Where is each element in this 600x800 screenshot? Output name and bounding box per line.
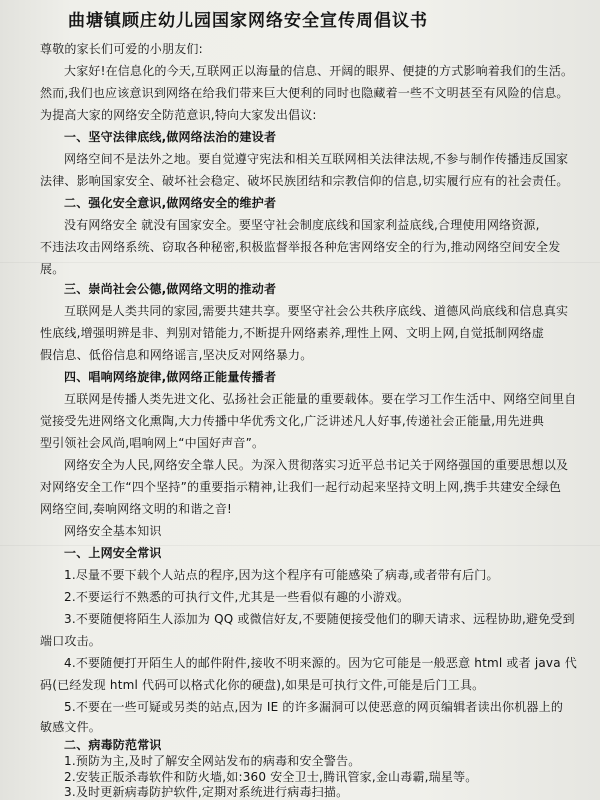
- body-line: 性底线,增强明辨是非、判别对错能力,不断提升网络素养,理性上网、文明上网,自觉抵制网络虚: [40, 326, 545, 340]
- intro-line: 为提高大家的网络安全防范意识,特向大家发出倡议:: [40, 108, 317, 122]
- knowledge-item: 敏感文件。: [40, 720, 102, 734]
- body-line: 互联网是人类共同的家园,需要共建共享。要坚守社会公共秩序底线、道德风尚底线和信息真实: [64, 304, 569, 318]
- body-line: 型引领社会风尚,唱响网上“中国好声音”。: [40, 436, 265, 450]
- section-heading: 四、唱响网络旋律,做网络正能量传播者: [64, 370, 277, 384]
- intro-line: 大家好!在信息化的今天,互联网正以海量的信息、开阔的眼界、便捷的方式影响着我们的生活。: [64, 64, 574, 78]
- body-line: 展。: [40, 262, 65, 276]
- knowledge-item: 端口攻击。: [40, 634, 102, 648]
- knowledge-item: 码(已经发现 html 代码可以格式化你的硬盘),如果是可执行文件,可能是后门工具。: [40, 678, 485, 692]
- knowledge-item: 2.不要运行不熟悉的可执行文件,尤其是一些看似有趣的小游戏。: [64, 590, 410, 604]
- document-title: 曲塘镇顾庄幼儿园国家网络安全宣传周倡议书: [68, 11, 428, 31]
- greeting: 尊敬的家长们可爱的小朋友们:: [40, 42, 203, 56]
- knowledge-item: 3.及时更新病毒防护软件,定期对系统进行病毒扫描。: [64, 785, 349, 799]
- knowledge-item: 1.预防为主,及时了解安全网站发布的病毒和安全警告。: [64, 754, 361, 768]
- closing-line: 对网络安全工作“四个坚持”的重要指示精神,让我们一起行动起来坚持文明上网,携手共建安全绿色: [40, 480, 562, 494]
- body-line: 假信息、低俗信息和网络谣言,坚决反对网络暴力。: [40, 348, 313, 362]
- body-line: 网络空间不是法外之地。要自觉遵守宪法和相关互联网相关法律法规,不参与制作传播违反国家: [64, 152, 569, 166]
- body-line: 觉接受先进网络文化熏陶,大力传播中华优秀文化,广泛讲述凡人好事,传递社会正能量,用先进典: [40, 414, 545, 428]
- body-line: 法律、影响国家安全、破坏社会稳定、破坏民族团结和宗教信仰的信息,切实履行应有的社会责任。: [40, 174, 569, 188]
- body-line: 没有网络安全 就没有国家安全。要坚守社会制度底线和国家利益底线,合理使用网络资源,: [64, 218, 540, 232]
- closing-line: 网络空间,奏响网络文明的和谐之音!: [40, 502, 233, 516]
- intro-line: 然而,我们也应该意识到网络在给我们带来巨大便利的同时也隐藏着一些不文明甚至有风险的信息。: [40, 86, 569, 100]
- section-heading: 二、强化安全意识,做网络安全的维护者: [64, 196, 277, 210]
- knowledge-heading: 一、上网安全常识: [64, 546, 162, 560]
- closing-line: 网络安全为人民,网络安全靠人民。为深入贯彻落实习近平总书记关于网络强国的重要思想以及: [64, 458, 569, 472]
- paper-fold-line: [0, 262, 600, 263]
- knowledge-item: 2.安装正版杀毒软件和防火墙,如:360 安全卫士,腾讯管家,金山毒霸,瑞星等。: [64, 770, 478, 784]
- section-heading: 一、坚守法律底线,做网络法治的建设者: [64, 130, 277, 144]
- knowledge-item: 1.尽量不要下载个人站点的程序,因为这个程序有可能感染了病毒,或者带有后门。: [64, 568, 499, 582]
- knowledge-item: 3.不要随便将陌生人添加为 QQ 或微信好友,不要随便接受他们的聊天请求、远程协助,避免受到: [64, 612, 575, 626]
- body-line: 不违法攻击网络系统、窃取各种秘密,积极监督举报各种危害网络安全的行为,推动网络空间安全发: [40, 240, 561, 254]
- knowledge-heading: 二、病毒防范常识: [64, 738, 162, 752]
- body-line: 互联网是传播人类先进文化、弘扬社会正能量的重要载体。要在学习工作生活中、网络空间里自: [64, 392, 577, 406]
- knowledge-title: 网络安全基本知识: [64, 524, 162, 538]
- knowledge-item: 4.不要随便打开陌生人的邮件附件,接收不明来源的。因为它可能是一般恶意 html 或者 java 代: [64, 656, 578, 670]
- section-heading: 三、崇尚社会公德,做网络文明的推动者: [64, 282, 277, 296]
- knowledge-item: 5.不要在一些可疑或另类的站点,因为 IE 的许多漏洞可以使恶意的网页编辑者读出你机器上的: [64, 700, 564, 714]
